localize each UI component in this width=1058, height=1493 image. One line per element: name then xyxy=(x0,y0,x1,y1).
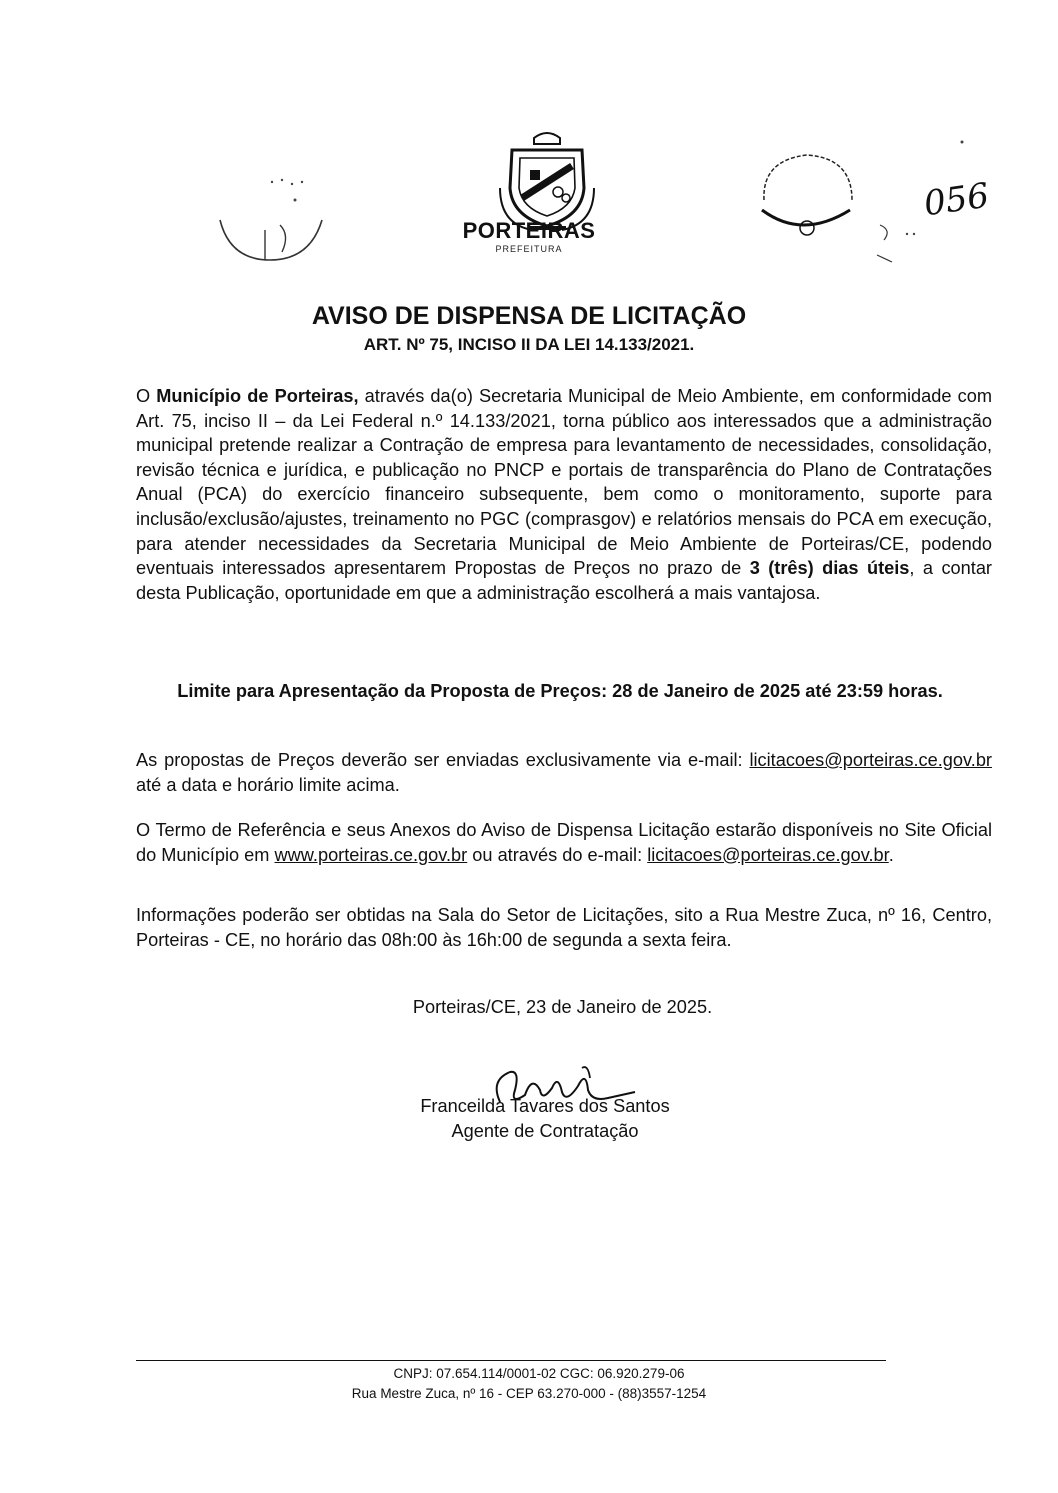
signature-block xyxy=(380,1060,740,1150)
p1-lead: O xyxy=(136,386,157,406)
p3-text-a: O Termo de Referência e seus Anexos do Aviso de Dispensa Licitação estarão disponíveis no Site Oficial do Município em xyxy=(136,820,992,865)
brand-subtitle: PREFEITURA xyxy=(495,244,563,254)
signatory-role: Agente de Contratação xyxy=(451,1121,639,1141)
submission-paragraph xyxy=(136,748,992,797)
signatory-name: Franceilda Tavares dos Santos xyxy=(420,1096,670,1116)
municipality-name: Município de Porteiras, xyxy=(156,386,359,406)
email-link[interactable]: licitacoes@porteiras.ce.gov.br xyxy=(749,750,992,770)
p3-text-b: ou através do e-mail: xyxy=(467,844,648,865)
handwritten-protocol-number: 056 xyxy=(921,175,992,225)
documents-paragraph xyxy=(136,818,992,867)
p1-text-b: , a contar desta Publicação, oportunidade em que a administração escolherá a mais vantajosa. xyxy=(136,558,992,603)
footer-address: Rua Mestre Zuca, nº 16 - CEP 63.270-000 - (88)3557-1254 xyxy=(351,1386,707,1401)
proposal-deadline: Limite para Apresentação da Proposta de Preços: 28 de Janeiro de 2025 até 23:59 horas. xyxy=(177,681,943,701)
letterhead xyxy=(0,120,1058,270)
document-subtitle: ART. Nº 75, INCISO II DA LEI 14.133/2021. xyxy=(363,335,695,354)
information-paragraph: Informações poderão ser obtidas na Sala do Setor de Licitações, sito a Rua Mestre Zuca, nº 16, Centro, Porteiras - CE, no horário das 08h:00 às 16h:00 de segunda a sexta feira. xyxy=(136,905,992,950)
brand-name: PORTEIRAS xyxy=(462,218,596,243)
protocol-stamp xyxy=(752,130,1012,270)
footer-divider xyxy=(136,1360,886,1361)
footer-registration: CNPJ: 07.654.114/0001-02 CGC: 06.920.279-06 xyxy=(393,1366,685,1381)
p1-text-a: através da(o) Secretaria Municipal de Meio Ambiente, em conformidade com Art. 75, inciso II – da Lei Federal n.º 14.133/2021, torna público aos interessados que a administração municipal pretende realizar a Contração de empresa para levantamento de necessidades, consolidação, revisão técnica e jurídica, e publicação no PNCP e portais de transparência do Plano de Contratações Anual (PCA) do exercício financeiro subsequente, bem como o monitoramento, suporte para inclusão/exclusão/ajustes, treinamento no PGC (comprasgov) e relatórios mensais do PCA em execução, para atender necessidades da Secretaria Municipal de Meio Ambiente de Porteiras/CE, podendo eventuais interessados apresentarem Propostas de Preços no prazo de xyxy=(136,386,992,579)
website-link[interactable]: www.porteiras.ce.gov.br xyxy=(274,844,468,865)
notice-paragraph xyxy=(136,384,992,605)
p3-text-c: . xyxy=(888,844,894,865)
place-date: Porteiras/CE, 23 de Janeiro de 2025. xyxy=(412,997,713,1017)
p2-text-b: até a data e horário limite acima. xyxy=(136,774,400,795)
document-title: AVISO DE DISPENSA DE LICITAÇÃO xyxy=(311,302,747,330)
deadline-days: 3 (três) dias úteis xyxy=(749,558,910,579)
p2-text-a: As propostas de Preços deverão ser enviadas exclusivamente via e-mail: xyxy=(136,750,750,770)
email-link-2[interactable]: licitacoes@porteiras.ce.gov.br xyxy=(647,844,889,865)
